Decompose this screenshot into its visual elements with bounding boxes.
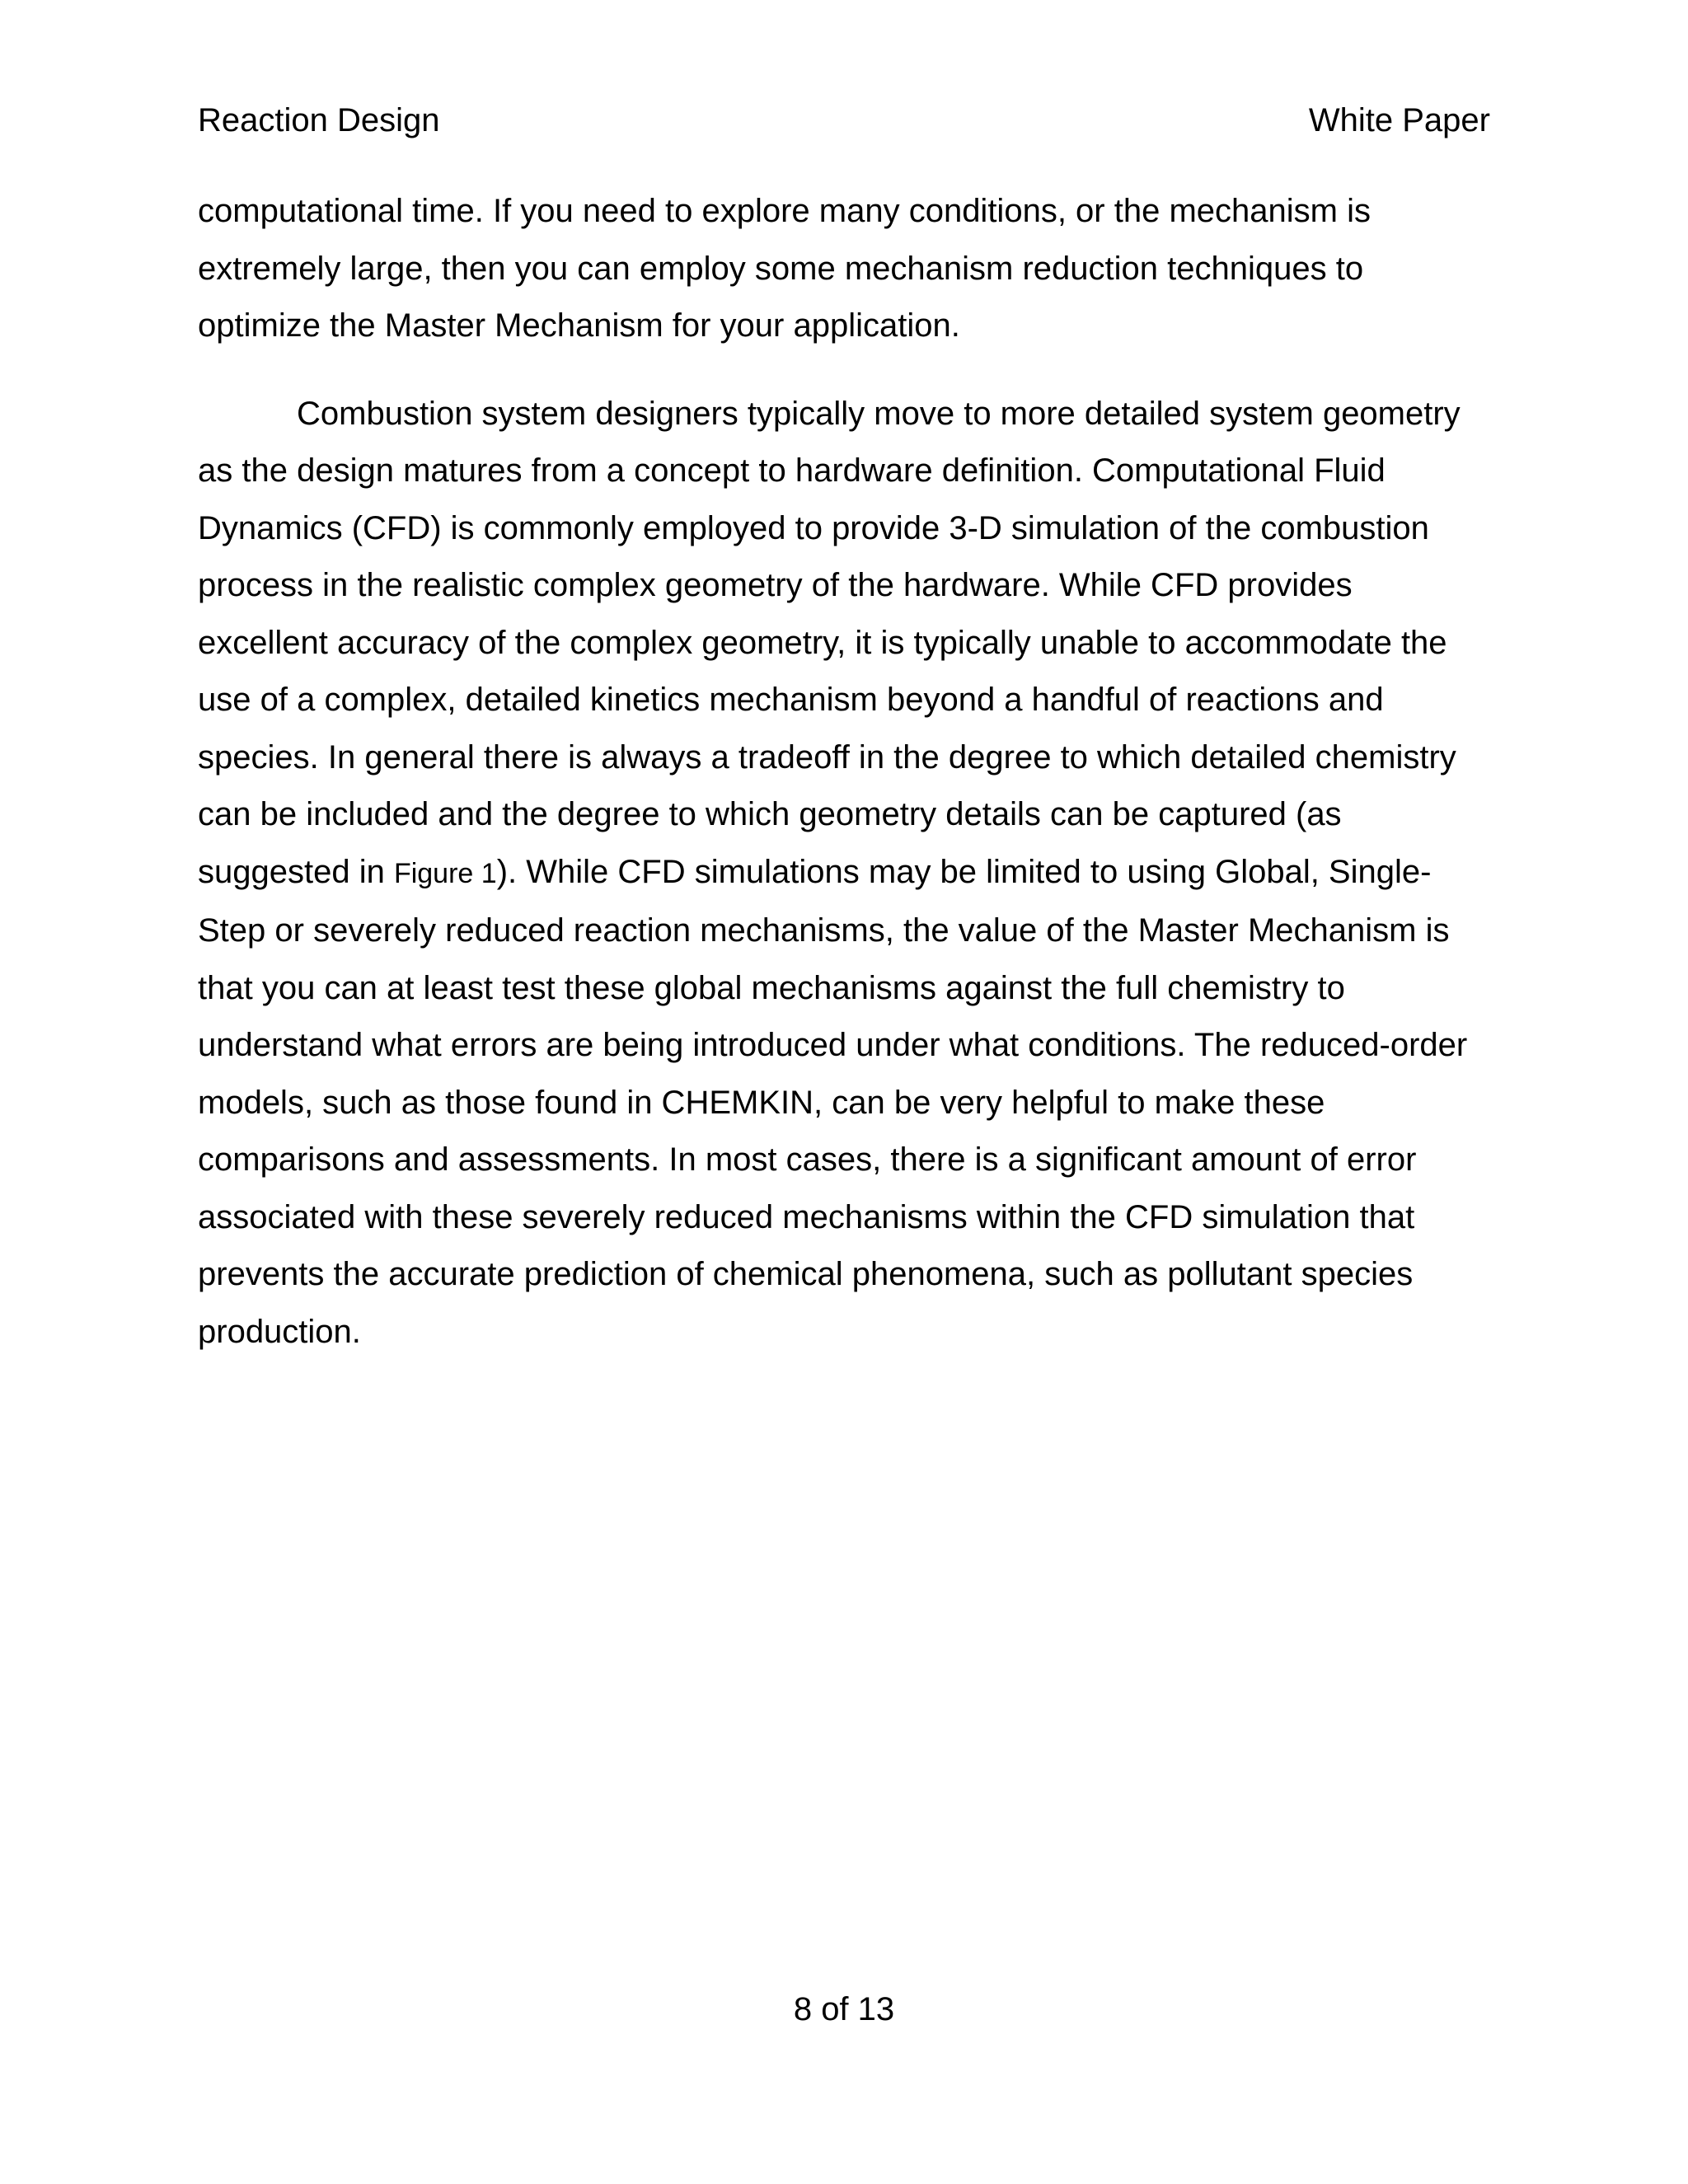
page-footer — [0, 1986, 1688, 2032]
text-line: Combustion system designers typically move to more detailed system geometry — [297, 395, 1461, 432]
text-line: prevents the accurate prediction of chemical phenomena, such as pollutant species — [198, 1256, 1414, 1292]
text-line: process in the realistic complex geometry of the hardware. While CFD provides — [198, 567, 1353, 603]
header-left-text: Reaction Design — [198, 102, 440, 138]
text-line: excellent accuracy of the complex geometry, it is typically unable to accommodate the — [198, 624, 1447, 661]
text-line: Dynamics (CFD) is commonly employed to provide 3-D simulation of the combustion — [198, 509, 1429, 546]
figure-reference-link[interactable]: Figure 1 — [393, 857, 497, 889]
text-line: models, such as those found in CHEMKIN, can be very helpful to make these — [198, 1084, 1325, 1121]
text-line: production. — [198, 1313, 361, 1350]
text-line: species. In general there is always a tradeoff in the degree to which detailed chemistry — [198, 738, 1456, 776]
text-line: Step or severely reduced reaction mechanisms, the value of the Master Mechanism is — [198, 912, 1450, 949]
header-right-text: White Paper — [1308, 102, 1490, 138]
text-fragment: suggested in — [198, 853, 394, 890]
text-line: computational time. If you need to explore many conditions, or the mechanism is — [198, 193, 1371, 229]
page-number: 8 of 13 — [793, 1991, 895, 2027]
text-line-with-figure-reference — [198, 844, 1484, 903]
text-line: optimize the Master Mechanism for your application. — [198, 307, 960, 344]
body-text — [198, 183, 1484, 1361]
text-line: associated with these severely reduced mechanisms within the CFD simulation that — [198, 1198, 1415, 1235]
text-line: that you can at least test these global mechanisms against the full chemistry to — [198, 969, 1345, 1006]
text-line: as the design matures from a concept to hardware definition. Computational Fluid — [198, 452, 1386, 489]
paragraph-1 — [198, 183, 1484, 355]
text-line: extremely large, then you can employ some mechanism reduction techniques to — [198, 250, 1364, 287]
paragraph-2 — [198, 386, 1484, 1361]
text-line: understand what errors are being introduced under what conditions. The reduced-order — [198, 1027, 1468, 1063]
page-header — [198, 97, 1490, 143]
text-line: can be included and the degree to which geometry details can be captured (as — [198, 796, 1342, 832]
text-line: use of a complex, detailed kinetics mechanism beyond a handful of reactions and — [198, 682, 1384, 718]
text-fragment: ). While CFD simulations may be limited to using Global, Single- — [496, 853, 1432, 890]
text-line: comparisons and assessments. In most cases, there is a significant amount of error — [198, 1141, 1417, 1178]
paragraph-spacer — [198, 355, 1484, 386]
